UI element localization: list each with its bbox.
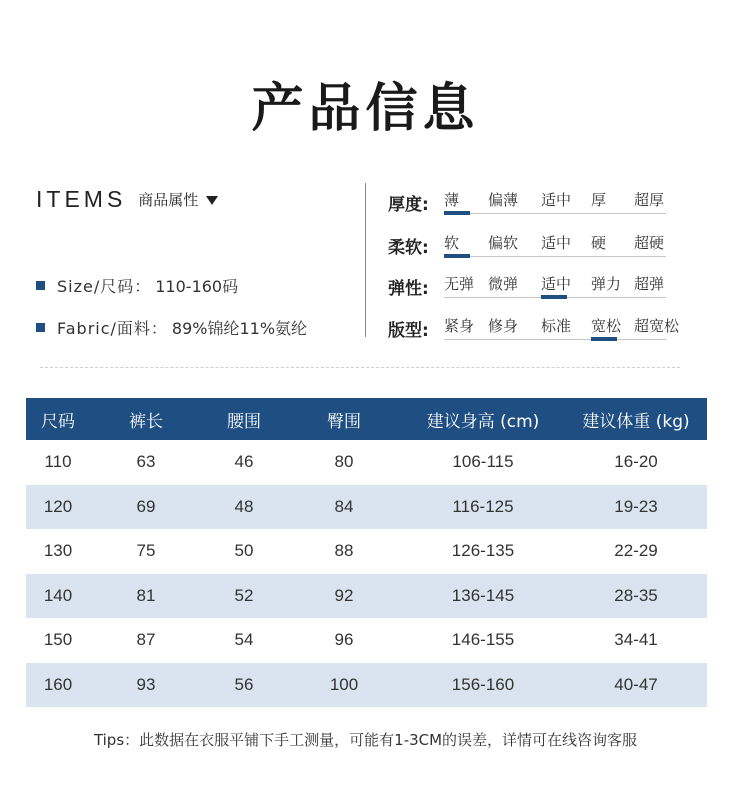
attribute-option: 超宽松 [634,317,680,335]
attribute-name: 厚度: [388,195,429,215]
caret-down-icon [206,196,218,205]
attribute-option: 弹力 [591,275,622,293]
attribute-selected-marker [444,254,470,258]
column-header: 建议体重 (kg) [582,411,690,432]
page-title: 产品信息 [251,79,480,139]
table-cell: 34-41 [614,630,658,650]
attribute-option: 超硬 [634,234,665,252]
attribute-scale-line [444,339,666,340]
table-cell: 50 [234,541,254,561]
table-row [26,663,707,708]
table-cell: 63 [136,452,156,472]
table-cell: 56 [234,674,254,694]
table-cell: 16-20 [614,452,658,472]
table-cell: 106-115 [452,452,514,472]
attribute-option: 紧身 [444,317,475,335]
table-row [26,485,707,530]
table-cell: 130 [43,541,73,561]
vertical-divider [365,183,366,337]
attribute-option: 宽松 [591,317,622,335]
size-info [36,274,238,297]
column-header: 腰围 [227,411,261,432]
attribute-scale-line [444,256,666,257]
table-row [26,618,707,663]
attribute-option: 超弹 [634,275,665,293]
attribute-name: 弹性: [388,279,429,299]
table-cell: 48 [234,496,254,516]
attribute-option: 标准 [541,317,572,335]
table-cell: 69 [136,496,156,516]
table-cell: 81 [136,585,156,605]
attribute-row [388,312,680,344]
table-cell: 146-155 [451,630,515,650]
table-row [26,529,707,574]
attribute-option: 薄 [444,191,460,209]
table-cell: 96 [334,630,354,650]
table-cell: 75 [136,541,156,561]
attribute-option: 偏薄 [488,191,519,209]
attribute-option: 适中 [541,191,572,209]
attribute-option: 微弹 [488,275,519,293]
table-cell: 110 [44,452,72,472]
tips-note: Tips：此数据在衣服平铺下手工测量，可能有1-3CM的误差，详情可在线咨询客服 [93,731,638,749]
table-cell: 93 [136,674,156,694]
table-cell: 92 [334,585,354,605]
table-cell: 126-135 [451,541,515,561]
attribute-row [388,270,668,302]
attribute-scale-line [444,213,666,214]
fabric-value: 89%锦纶11%氨纶 [171,319,308,338]
fabric-info [36,316,307,339]
attribute-name: 版型: [388,321,429,341]
attribute-name: 柔软: [388,238,429,258]
fabric-label: Fabric/面料： [57,319,168,338]
table-cell: 120 [43,496,73,516]
attribute-selected-marker [541,295,567,299]
table-cell: 156-160 [451,674,515,694]
table-cell: 160 [43,674,73,694]
table-header [26,398,707,440]
table-cell: 88 [334,541,354,561]
attribute-option: 软 [444,234,460,252]
table-cell: 40-47 [614,674,658,694]
table-cell: 136-145 [451,585,515,605]
column-header: 尺码 [41,411,75,432]
column-header: 裤长 [129,411,163,432]
attribute-option: 硬 [591,234,607,252]
table-cell: 19-23 [614,496,658,516]
square-bullet-icon [36,281,45,290]
table-row [26,574,707,619]
attribute-option: 适中 [541,234,572,252]
table-cell: 80 [334,452,354,472]
table-cell: 84 [334,496,354,516]
attribute-option: 修身 [488,317,519,335]
size-label: Size/尺码： [57,277,152,296]
table-cell: 100 [329,674,359,694]
table-cell: 116-125 [452,496,514,516]
table-cell: 150 [43,630,73,650]
attribute-option: 无弹 [444,275,475,293]
table-cell: 52 [234,585,254,605]
table-cell: 54 [234,630,254,650]
table-cell: 140 [43,585,73,605]
attribute-row [388,186,668,218]
items-subtitle: 商品属性 [138,191,199,209]
attribute-selected-marker [444,211,470,215]
table-body [26,440,707,707]
items-word: ITEMS [36,186,127,212]
attribute-option: 厚 [591,191,607,209]
size-value: 110-160码 [155,277,239,296]
column-header: 臀围 [327,411,361,432]
table-cell: 87 [136,630,156,650]
table-row [26,440,707,485]
square-bullet-icon [36,323,45,332]
table-cell: 22-29 [614,541,658,561]
column-header: 建议身高 (cm) [426,411,540,432]
attribute-option: 偏软 [488,234,519,252]
dashed-divider [40,367,680,368]
items-heading [36,186,218,213]
attribute-option: 适中 [541,275,572,293]
table-cell: 46 [234,452,254,472]
attribute-row [388,229,668,261]
table-cell: 28-35 [614,585,658,605]
attribute-selected-marker [591,337,617,341]
size-table [26,398,707,707]
attribute-option: 超厚 [634,191,665,209]
